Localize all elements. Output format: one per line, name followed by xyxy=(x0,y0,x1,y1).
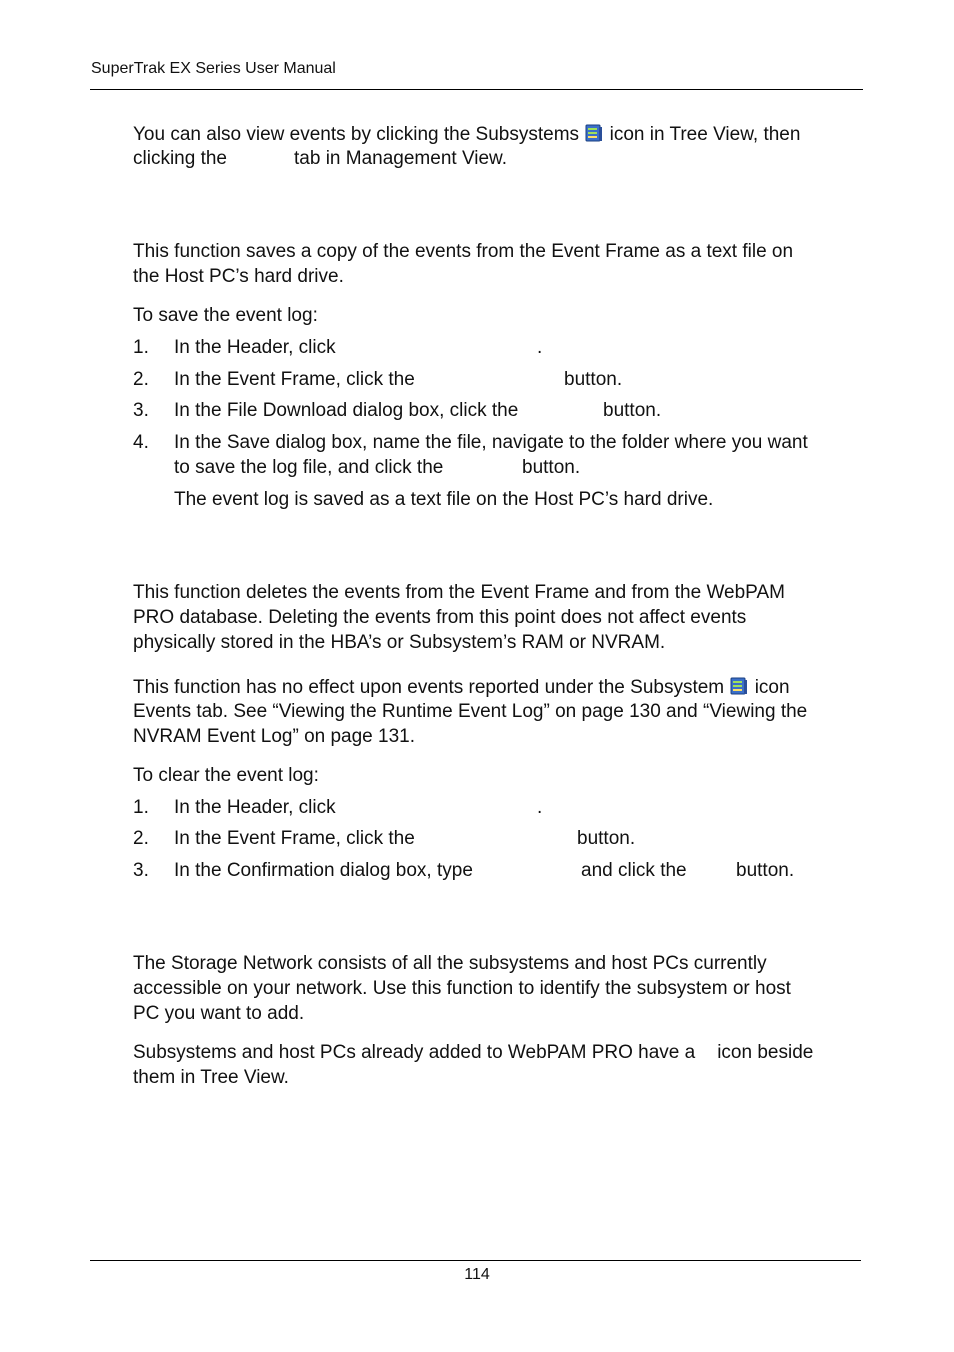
save-result: The event log is saved as a text file on the Host PC’s hard drive. xyxy=(174,489,714,510)
save-step-4-text-cont: to save the log file, and click the xyxy=(174,457,444,478)
clear-lead: To clear the event log: xyxy=(133,765,319,786)
clear-note-line-1: This function has no effect upon events reported under the Subsystem icon xyxy=(133,677,790,698)
save-step-4-suffix: button. xyxy=(522,457,581,478)
save-step-1-text: In the Header, click xyxy=(174,337,336,358)
clear-step-1-suffix: . xyxy=(537,797,543,818)
save-desc-line-1: This function saves a copy of the events from the Event Frame as a text file on xyxy=(133,241,794,262)
clear-step-3-middle: and click the xyxy=(581,860,687,881)
clear-step-1-text: In the Header, click xyxy=(174,797,336,818)
clear-step-1-number: 1. xyxy=(133,797,149,818)
clear-step-3-text: In the Confirmation dialog box, type xyxy=(174,860,473,881)
network-desc-line-3: PC you want to add. xyxy=(133,1003,305,1024)
save-step-1-suffix: . xyxy=(537,337,543,358)
clear-step-3-suffix: button. xyxy=(736,860,795,881)
page-number: 114 xyxy=(464,1266,490,1283)
save-step-4-text: In the Save dialog box, name the file, navigate to the folder where you want xyxy=(174,432,808,453)
save-step-3-number: 3. xyxy=(133,400,149,421)
network-desc-line-2: accessible on your network. Use this function to identify the subsystem or host xyxy=(133,978,791,999)
subsystem-icon xyxy=(729,676,749,696)
header-rule xyxy=(90,89,863,90)
clear-desc-line-3: physically stored in the HBA’s or Subsystem’s RAM or NVRAM. xyxy=(133,632,666,653)
save-step-2-suffix: button. xyxy=(564,369,623,390)
save-lead: To save the event log: xyxy=(133,305,318,326)
save-step-4-number: 4. xyxy=(133,432,149,453)
subsystem-icon xyxy=(584,123,604,143)
clear-step-3-number: 3. xyxy=(133,860,149,881)
intro-line-2: clicking the tab in Management View. xyxy=(133,148,508,169)
clear-step-2-number: 2. xyxy=(133,828,149,849)
save-step-1-number: 1. xyxy=(133,337,149,358)
clear-desc-line-2: PRO database. Deleting the events from this point does not affect events xyxy=(133,607,747,628)
save-step-3-text: In the File Download dialog box, click the xyxy=(174,400,519,421)
save-step-3-suffix: button. xyxy=(603,400,662,421)
network-note-line-2: them in Tree View. xyxy=(133,1067,289,1088)
network-note-line-1: Subsystems and host PCs already added to WebPAM PRO have a icon beside xyxy=(133,1042,814,1063)
running-header: SuperTrak EX Series User Manual xyxy=(91,60,336,77)
clear-note-line-3: NVRAM Event Log” on page 131. xyxy=(133,726,416,747)
intro-line-1: You can also view events by clicking the Subsystems icon in Tree View, then xyxy=(133,124,801,145)
footer-rule xyxy=(90,1260,861,1261)
save-step-2-number: 2. xyxy=(133,369,149,390)
clear-desc-line-1: This function deletes the events from the Event Frame and from the WebPAM xyxy=(133,582,785,603)
network-desc-line-1: The Storage Network consists of all the subsystems and host PCs currently xyxy=(133,953,767,974)
clear-note-line-2: Events tab. See “Viewing the Runtime Event Log” on page 130 and “Viewing the xyxy=(133,701,808,722)
save-step-2-text: In the Event Frame, click the xyxy=(174,369,415,390)
clear-step-2-suffix: button. xyxy=(577,828,636,849)
save-desc-line-2: the Host PC’s hard drive. xyxy=(133,266,344,287)
clear-step-2-text: In the Event Frame, click the xyxy=(174,828,415,849)
